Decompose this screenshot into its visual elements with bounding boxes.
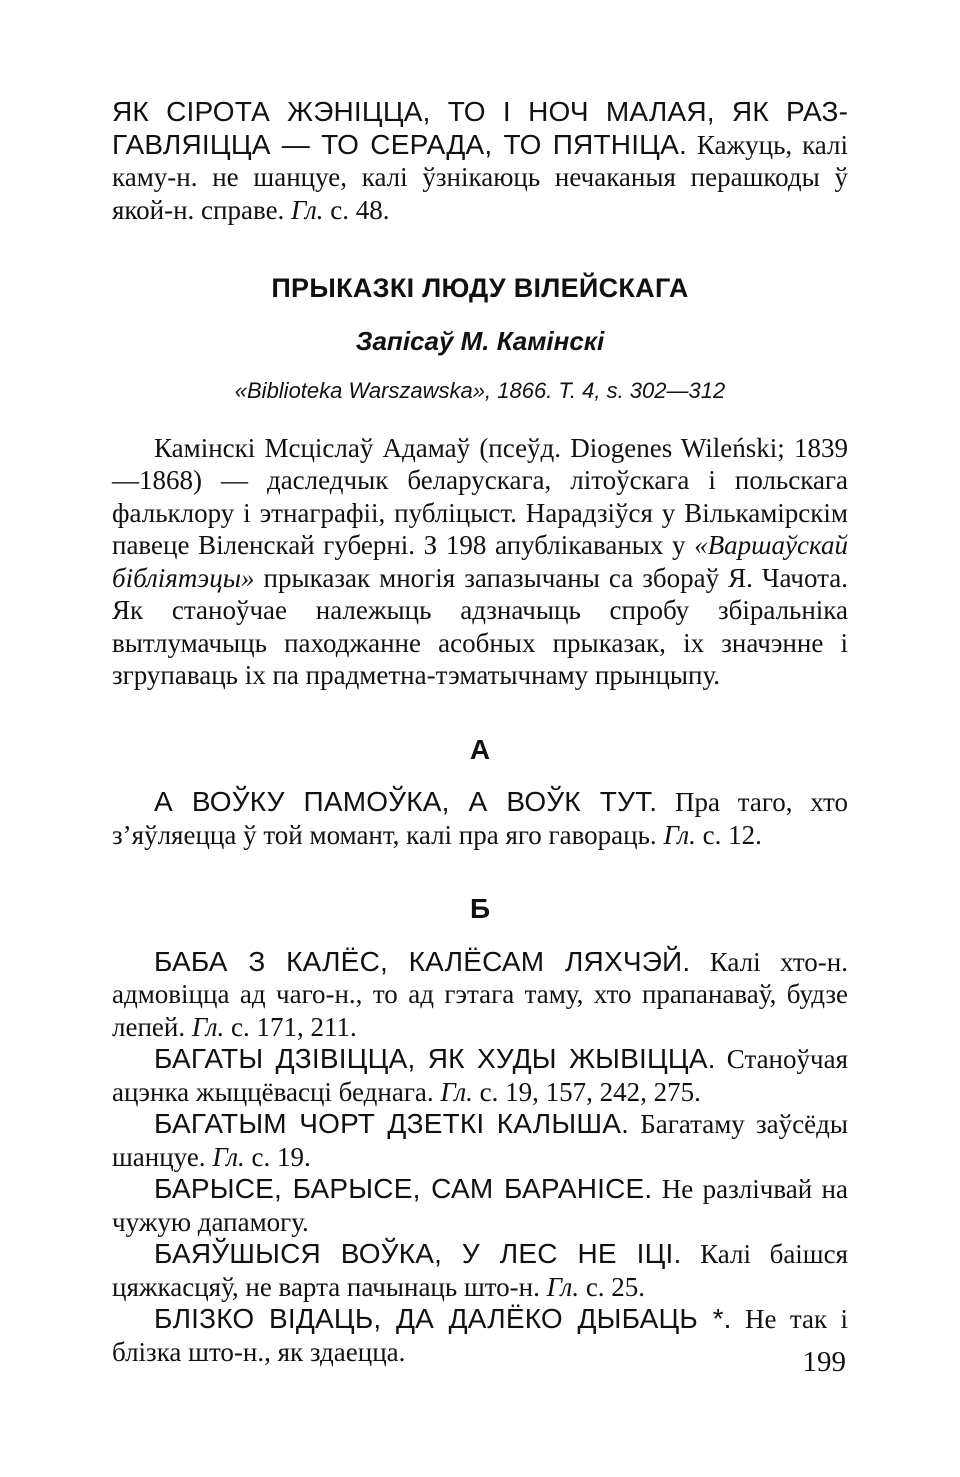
proverb-headword: БАЯЎШЫСЯ ВОЎКА, У ЛЕС НЕ ІЦІ. <box>154 1238 682 1269</box>
section-title: ПРЫКАЗКІ ЛЮДУ ВІЛЕЙСКАГА <box>271 273 689 303</box>
source-abbrev: Гл. <box>546 1271 580 1302</box>
letter-heading-b: Б <box>469 893 491 924</box>
list-item <box>112 1173 848 1238</box>
letter-heading-a: А <box>469 733 491 765</box>
proverb-headword: БАБА З КАЛЁС, КАЛЁСАМ ЛЯХЧЭЙ. <box>154 945 691 977</box>
source-abbrev: Гл. <box>440 1076 473 1107</box>
intro-paragraph <box>112 432 848 692</box>
source-ref: с. 171, 211. <box>224 1011 357 1042</box>
proverb-continuation <box>112 96 848 226</box>
proverb-explanation: Калі хто-н. адмовіцца ад чаго-н., то ад гэтага таму, хто прапанаваў, будзе лепей. <box>112 946 848 1042</box>
source-ref: с. 48. <box>323 194 390 225</box>
source-ref: с. 25. <box>579 1271 646 1302</box>
list-item <box>112 786 848 851</box>
list-item <box>112 1108 848 1173</box>
proverb-explanation: Не разлічвай на чужую дапамогу. <box>112 1174 848 1237</box>
list-item <box>112 1303 848 1368</box>
source-ref: с. 12. <box>695 819 762 850</box>
proverb-explanation: Станоўчая ацэнка жыццёвасці беднага. <box>112 1044 848 1107</box>
proverb-headword: БАГАТЫМ ЧОРТ ДЗЕТКІ КАЛЫША. <box>154 1108 630 1139</box>
source-abbrev: Гл. <box>663 819 696 850</box>
proverb-explanation: Пра таго, хто з’яўляецца ў той момант, калі пра яго гавораць. <box>112 787 848 850</box>
intro-text-1: Камінскі Мсціслаў Адамаў (псеўд. Diogenes Wileński; 1839—1868) — даследчык беларускага, літоўскага і польскага фальклору і этнаграфіі, публіцыст. Нарадзіўся у Вількамірскім павеце Віленскай губерні. З 198 апублікаваных у <box>112 432 848 560</box>
list-item <box>112 1238 848 1303</box>
page-body <box>112 96 848 1368</box>
proverb-headword: БАГАТЫ ДЗІВІЦЦА, ЯК ХУДЫ ЖЫВІЦЦА. <box>154 1043 716 1074</box>
source-ref: с. 19, 157, 242, 275. <box>472 1076 701 1107</box>
source-ref: с. 19. <box>244 1141 311 1172</box>
page-number: 199 <box>802 1346 846 1378</box>
proverb-explanation: Кажуць, калі каму-н. не шанцуе, калі ўзнікаюць нечаканыя перашкоды ў якой-н. справе. <box>112 129 848 225</box>
proverb-headword: ЯК СІРОТА ЖЭНІЦЦА, ТО І НОЧ МАЛАЯ, ЯК РАЗГАВЛЯІЦЦА — ТО СЕРАДА, ТО ПЯТНІЦА. <box>112 96 848 160</box>
bibliographic-reference: «Biblioteka Warszawska», 1866. Т. 4, s. 302—312 <box>234 378 726 403</box>
proverb-explanation: Калі баішся цяжкасцяў, не варта пачынаць што-н. <box>112 1239 848 1302</box>
source-abbrev: Гл. <box>212 1141 245 1172</box>
proverb-headword: БЛІЗКО ВІДАЦЬ, ДА ДАЛЁКО ДЫБАЦЬ *. <box>154 1303 732 1334</box>
proverb-headword: А ВОЎКУ ПАМОЎКА, А ВОЎК ТУТ. <box>154 786 658 817</box>
proverb-headword: БАРЫСЕ, БАРЫСЕ, САМ БАРАНІСЕ. <box>154 1173 653 1204</box>
intro-text-2: прыказак многія запазычаны са збораў Я. Чачота. Як станоўчае належыць адзначыць спробу збіральніка вытлумачыць паходжанне асобных прыказак, іх значэнне і згрупаваць іх па прадметна-тэматычнаму прынцыпу. <box>112 562 848 690</box>
proverb-explanation: Багатаму заўсёды шанцуе. <box>112 1109 848 1172</box>
source-abbrev: Гл. <box>191 1011 225 1042</box>
source-abbrev: Гл. <box>291 194 324 225</box>
list-item <box>112 946 848 1044</box>
intro-italic-title: «Варшаўскай бібліятэцы» <box>112 530 848 593</box>
proverb-explanation: Не так і блізка што-н., як здаецца. <box>112 1304 848 1367</box>
section-subtitle: Запісаў М. Камінскі <box>355 325 605 356</box>
list-item <box>112 1043 848 1108</box>
